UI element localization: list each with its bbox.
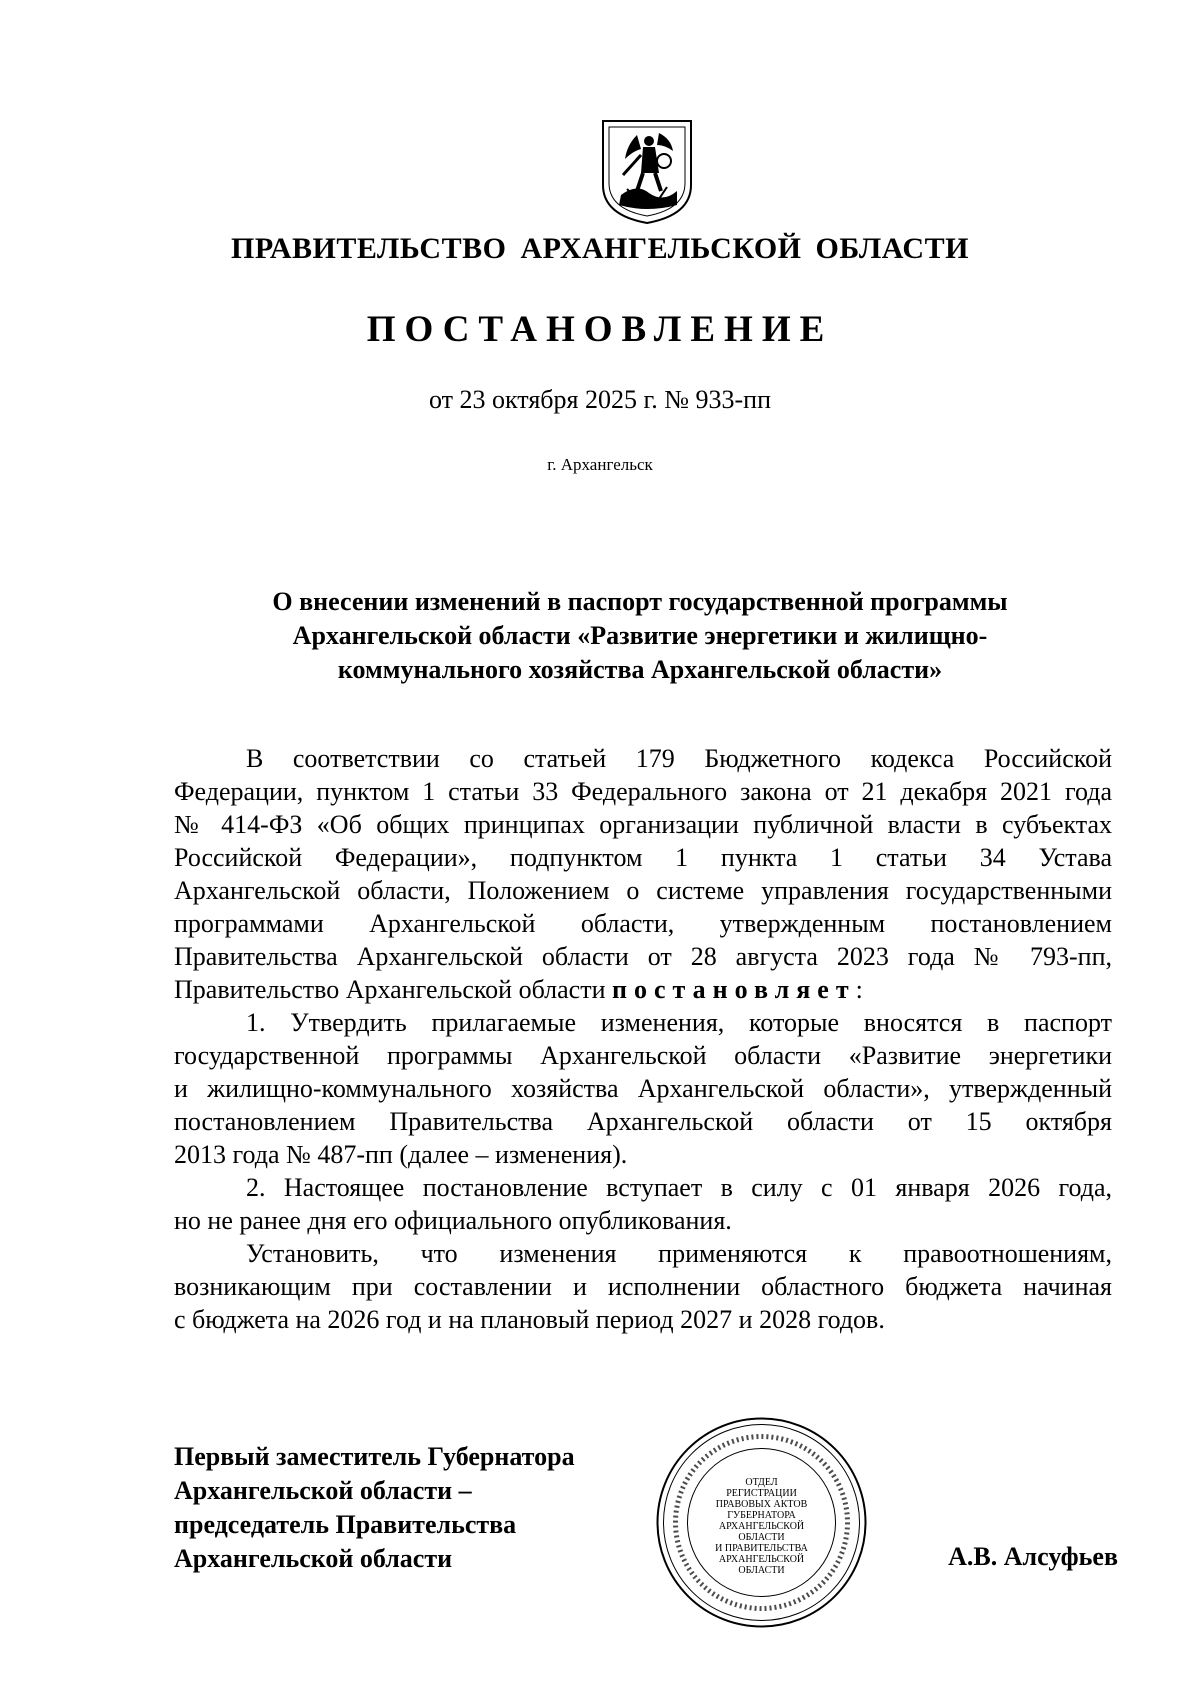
body-line: Правительства Архангельской области от 28 августа 2023 года № 793-пп, <box>174 942 1112 971</box>
stamp-text-line: АРХАНГЕЛЬСКОЙ <box>718 1521 805 1532</box>
organization-name: ПРАВИТЕЛЬСТВО АРХАНГЕЛЬСКОЙ ОБЛАСТИ <box>231 232 969 265</box>
stamp-text-line: ГУБЕРНАТОРА <box>727 1510 796 1521</box>
title-line: О внесении изменений в паспорт государственной программы <box>272 587 1008 616</box>
body-line: программами Архангельской области, утвержденным постановлением <box>174 909 1112 938</box>
body-line: возникающим при составлении и исполнении областного бюджета начиная <box>174 1272 1112 1301</box>
stamp-text-line: ОБЛАСТИ <box>738 1532 785 1543</box>
body-line: с бюджета на 2026 год и на плановый период 2027 и 2028 годов. <box>174 1305 885 1334</box>
stamp-text-line: ОТДЕЛ <box>745 1477 778 1488</box>
document-title <box>180 585 1100 687</box>
document-type: ПОСТАНОВЛЕНИЕ <box>366 309 834 350</box>
stamp-text-line: АРХАНГЕЛЬСКОЙ <box>718 1554 805 1565</box>
body-line: Архангельской области, Положением о системе управления государственными <box>174 876 1112 905</box>
document-date-number: от 23 октября 2025 г. № 933-пп <box>429 385 771 414</box>
signatory-position-line: Архангельской области <box>174 1544 453 1573</box>
resolves-word: постановляет <box>612 975 856 1004</box>
document-city: г. Архангельск <box>547 455 653 474</box>
title-line: коммунального хозяйства Архангельской области» <box>337 655 943 684</box>
body-line: Установить, что изменения применяются к правоотношениям, <box>246 1239 1112 1268</box>
body-line: В соответствии со статьей 179 Бюджетного кодекса Российской <box>246 744 1112 773</box>
stamp-text-line: И ПРАВИТЕЛЬСТВА <box>715 1543 808 1554</box>
signatory-position <box>174 1440 654 1576</box>
body-line <box>174 973 1112 1006</box>
title-line: Архангельской области «Развитие энергетики и жилищно- <box>292 621 988 650</box>
official-stamp <box>654 1415 869 1630</box>
body-line: 2. Настоящее постановление вступает в силу с 01 января 2026 года, <box>246 1173 1112 1202</box>
stamp-text-line: ОБЛАСТИ <box>738 1565 785 1576</box>
stamp-text-line: ПРАВОВЫХ АКТОВ <box>715 1499 808 1510</box>
body-line: 2013 года № 487-пп (далее – изменения). <box>174 1140 628 1169</box>
coat-of-arms-emblem <box>597 115 697 227</box>
signatory-position-line: председатель Правительства <box>174 1510 517 1539</box>
body-line: и жилищно-коммунального хозяйства Архангельской области», утвержденный <box>174 1074 1112 1103</box>
body-text: : <box>855 975 863 1004</box>
body-line: постановлением Правительства Архангельской области от 15 октября <box>174 1107 1112 1136</box>
signatory-position-line: Архангельской области – <box>174 1476 472 1505</box>
stamp-text-line: РЕГИСТРАЦИИ <box>726 1488 797 1499</box>
body-line: № 414-ФЗ «Об общих принципах организации публичной власти в субъектах <box>174 810 1112 839</box>
signatory-name: А.В. Алсуфьев <box>948 1542 1118 1571</box>
body-line: Федерации, пунктом 1 статьи 33 Федерального закона от 21 декабря 2021 года <box>174 777 1112 806</box>
body-line: государственной программы Архангельской области «Развитие энергетики <box>174 1041 1112 1070</box>
document-body <box>174 742 1112 1336</box>
body-text: Правительство Архангельской области <box>174 975 613 1004</box>
body-line: но не ранее дня его официального опубликования. <box>174 1206 732 1235</box>
signatory-position-line: Первый заместитель Губернатора <box>174 1442 575 1471</box>
body-line: Российской Федерации», подпунктом 1 пункта 1 статьи 34 Устава <box>174 843 1112 872</box>
body-line: 1. Утвердить прилагаемые изменения, которые вносятся в паспорт <box>246 1008 1112 1037</box>
